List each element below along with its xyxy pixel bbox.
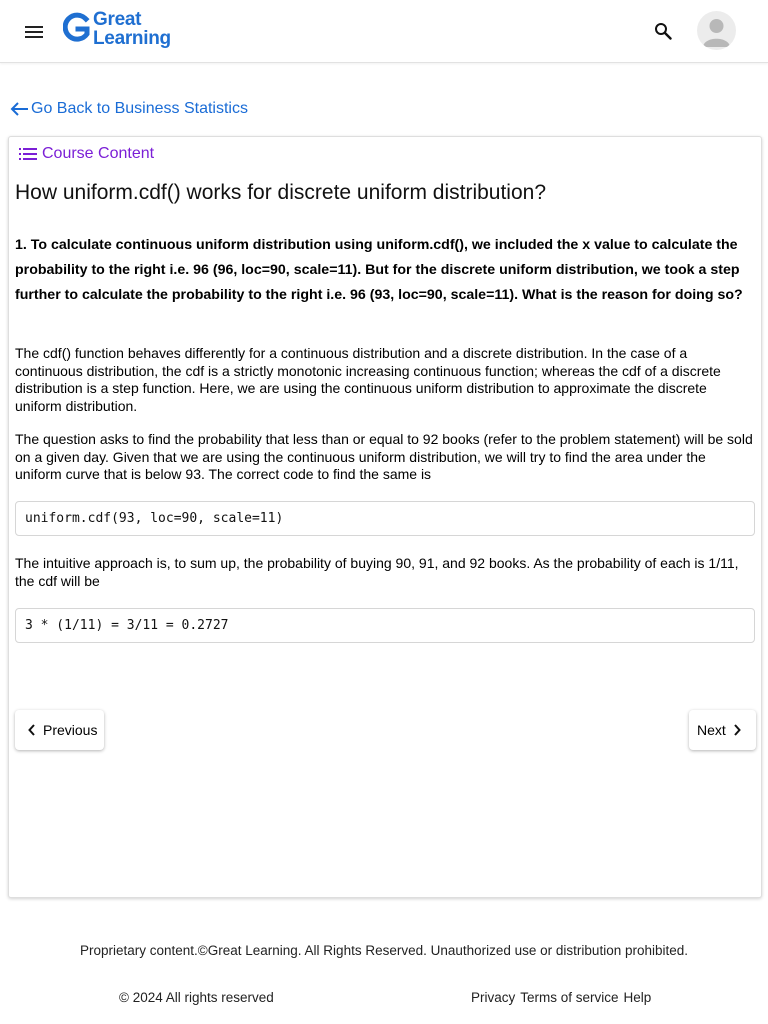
privacy-link[interactable]: Privacy <box>471 990 516 1005</box>
hamburger-menu-icon[interactable] <box>22 20 46 44</box>
great-learning-logo[interactable] <box>63 9 183 49</box>
previous-button[interactable] <box>15 710 104 750</box>
arrow-left-icon <box>10 102 29 116</box>
chevron-right-icon <box>733 724 741 736</box>
top-header <box>0 0 768 63</box>
question-text: 1. To calculate continuous uniform distribution using uniform.cdf(), we included the x value to calculate the probability to the right i.e. 96 (96, loc=90, scale=11). But for the discrete uniform distribution, we took a step further to calculate the probability to the right i.e. 96 (93, loc=90, scale=11). What is the reason for doing so? <box>15 237 743 303</box>
terms-of-service-link[interactable]: Terms of service <box>520 990 619 1005</box>
list-icon <box>19 147 37 161</box>
course-content-label: Course Content <box>42 145 155 162</box>
help-link[interactable]: Help <box>623 990 652 1005</box>
back-to-course-link[interactable] <box>10 99 248 119</box>
logo-text-great: Great <box>93 9 142 30</box>
code-block-1: uniform.cdf(93, loc=90, scale=11) <box>15 501 755 536</box>
logo-text-learning: Learning <box>93 28 171 49</box>
answer-paragraph-2: The question asks to find the probability that less than or equal to 92 books (refer to the problem statement) will be sold on a given day. Given that we are using the continuous uniform distribution, we will try to find the area under the uniform curve that is below 93. The correct code to find the same is <box>15 431 753 482</box>
footer-proprietary-note: Proprietary content.©Great Learning. All Rights Reserved. Unauthorized use or distribution prohibited. <box>79 943 689 958</box>
answer-paragraph-3: The intuitive approach is, to sum up, the probability of buying 90, 91, and 92 books. As the probability of each is 1/11, the cdf will be <box>15 555 739 589</box>
user-avatar-icon[interactable] <box>697 11 736 50</box>
g-logo-icon <box>63 12 91 46</box>
answer-paragraph-1: The cdf() function behaves differently for a continuous distribution and a discrete distribution. In the case of a continuous distribution, the cdf is a strictly monotonic increasing continuous function; whereas the cdf of a discrete distribution is a step function. Here, we are using the continuous uniform distribution to approximate the discrete uniform distribution. <box>15 345 721 414</box>
footer-links <box>471 990 651 1005</box>
code-block-2: 3 * (1/11) = 3/11 = 0.2727 <box>15 608 755 643</box>
back-link-label: Go Back to Business Statistics <box>31 100 248 117</box>
footer-copyright: © 2024 All rights reserved <box>119 990 274 1005</box>
content-card <box>8 136 762 898</box>
page-title: How uniform.cdf() works for discrete uniform distribution? <box>15 181 547 204</box>
chevron-left-icon <box>28 724 36 736</box>
course-content-button[interactable] <box>19 145 154 163</box>
search-icon[interactable] <box>652 20 674 42</box>
next-button-label: Next <box>697 722 726 738</box>
previous-button-label: Previous <box>43 722 98 738</box>
next-button[interactable] <box>689 710 756 750</box>
